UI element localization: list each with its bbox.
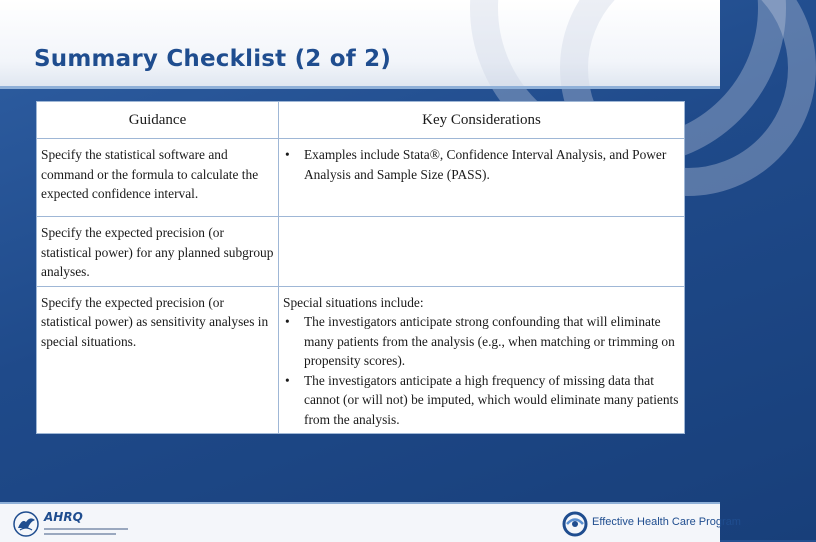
ehc-swirl-icon [562, 511, 588, 537]
table-row [37, 139, 685, 217]
column-header-key-considerations: Key Considerations [279, 102, 685, 139]
bullet-text: The investigators anticipate strong confounding that will eliminate many patients from the analysis (e.g., when matching or trimming on propensity scores). [304, 314, 675, 368]
considerations-list [283, 145, 680, 184]
guidance-cell: Specify the expected precision (or statistical power) for any planned subgroup analyses. [37, 217, 279, 287]
guidance-cell: Specify the statistical software and command or the formula to calculate the expected confidence interval. [37, 139, 279, 217]
bullet-icon: • [285, 147, 290, 162]
title-band [0, 0, 720, 88]
guidance-cell: Specify the expected precision (or statistical power) as sensitivity analyses in special situations. [37, 286, 279, 434]
bullet-icon: • [285, 372, 290, 388]
considerations-list [283, 312, 680, 429]
slide-title: Summary Checklist (2 of 2) [34, 46, 392, 72]
program-name: Effective Health Care Program [592, 516, 741, 528]
title-divider [0, 86, 720, 89]
bullet-icon: • [285, 314, 290, 329]
table-header-row [37, 102, 685, 139]
ahrq-tagline-mark [44, 528, 128, 530]
considerations-intro: Special situations include: [283, 294, 424, 310]
ahrq-wordmark: AHRQ [44, 510, 83, 524]
list-item [283, 371, 680, 430]
footer-band [0, 502, 741, 542]
ahrq-logo-icon [44, 510, 132, 538]
bullet-text: The investigators anticipate a high frequency of missing data that cannot (or will not) be imputed, which would eliminate many patients from the analysis. [304, 372, 679, 427]
list-item [283, 145, 680, 184]
checklist-table [36, 101, 685, 434]
table-row [37, 286, 685, 434]
table-row [37, 217, 685, 287]
bullet-text: Examples include Stata®, Confidence Interval Analysis, and Power Analysis and Sample Size (PASS). [304, 147, 667, 182]
considerations-cell [279, 217, 685, 287]
list-item [283, 312, 680, 371]
considerations-cell [279, 286, 685, 434]
hhs-eagle-icon [10, 510, 42, 538]
ahrq-tagline-mark [44, 533, 116, 535]
column-header-guidance: Guidance [37, 102, 279, 139]
considerations-cell [279, 139, 685, 217]
